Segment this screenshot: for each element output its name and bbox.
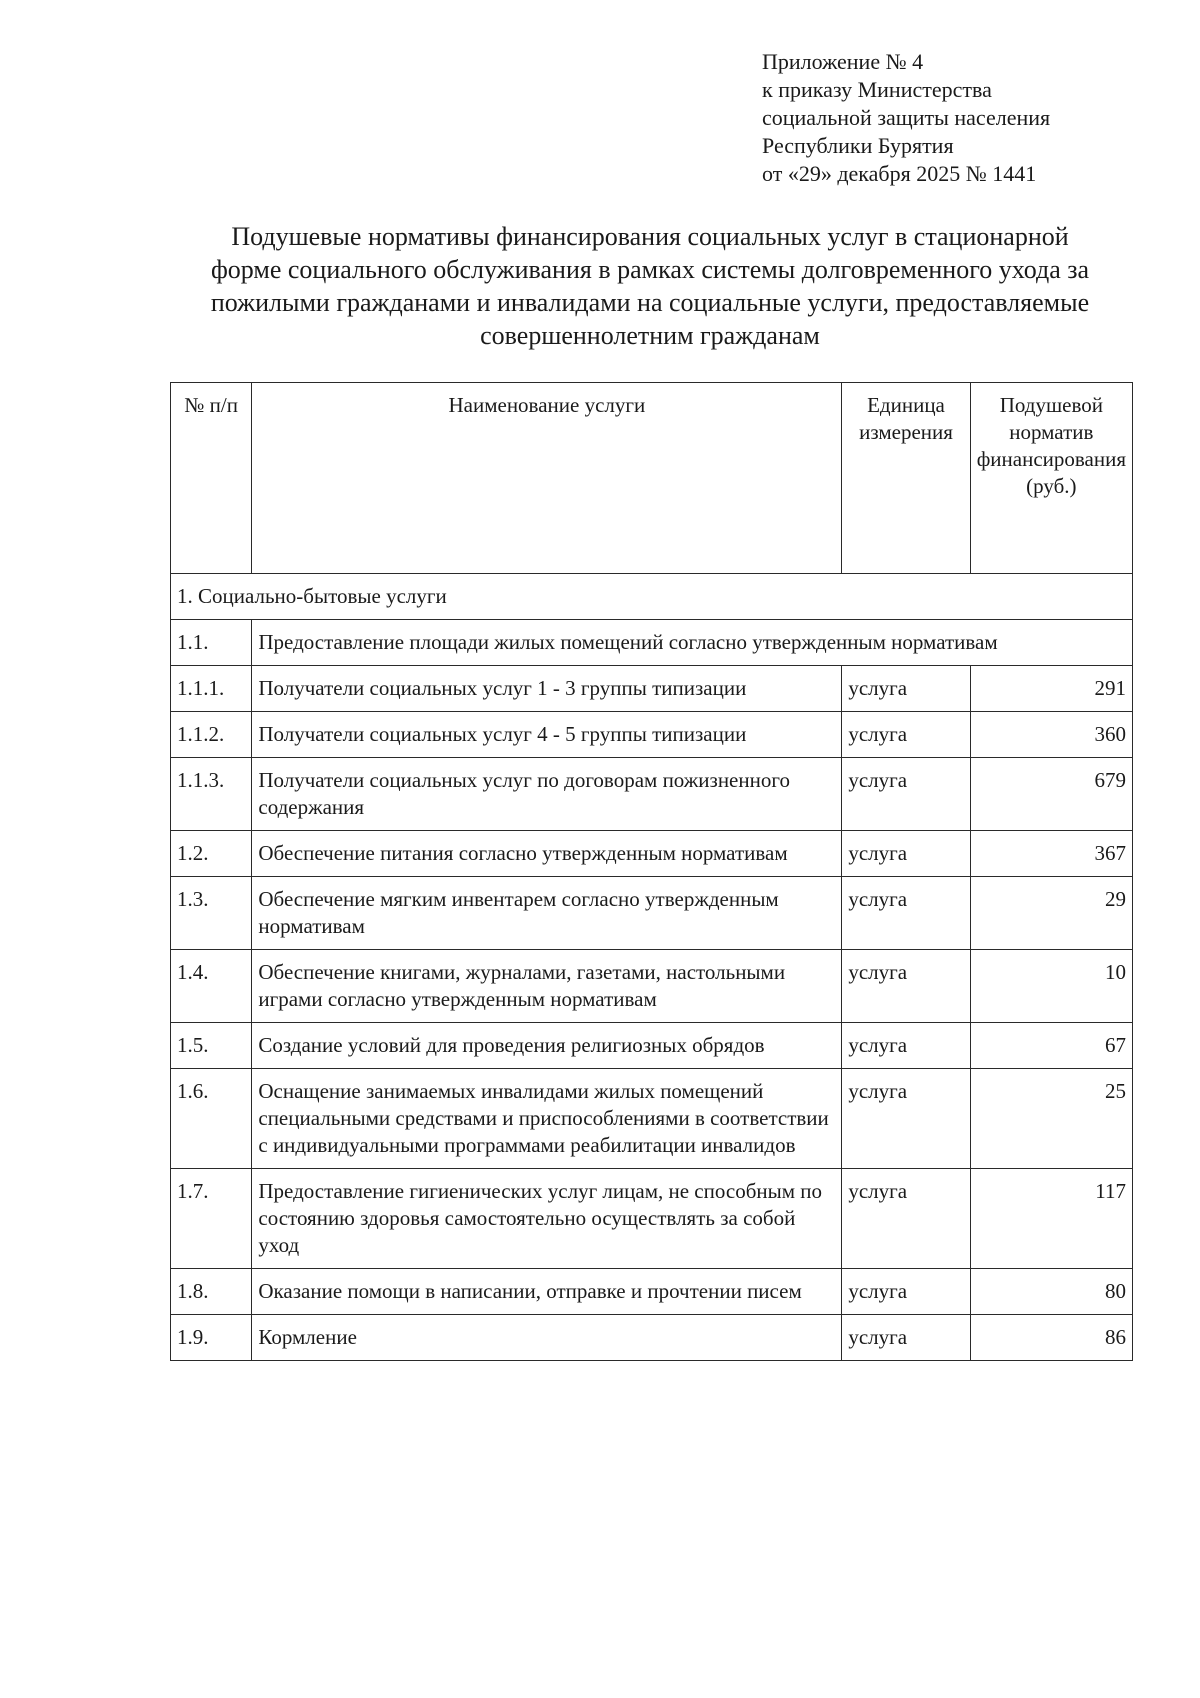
row-value: 679 <box>970 758 1132 831</box>
row-unit: услуга <box>842 1315 970 1361</box>
row-name: Получатели социальных услуг 4 - 5 группы типизации <box>252 712 842 758</box>
norms-table <box>170 382 1133 1361</box>
appendix-line: от «29» декабря 2025 № 1441 <box>762 161 1037 186</box>
title-line: пожилыми гражданами и инвалидами на социальные услуги, предоставляемые <box>210 288 1090 317</box>
table-row <box>171 831 1133 877</box>
row-unit: услуга <box>842 758 970 831</box>
row-num: 1.6. <box>171 1069 252 1169</box>
table-row <box>171 950 1133 1023</box>
row-unit: услуга <box>842 950 970 1023</box>
appendix-line: Приложение № 4 <box>762 49 924 74</box>
table-row <box>171 877 1133 950</box>
row-name: Обеспечение книгами, журналами, газетами, настольными играми согласно утвержденным нормативам <box>252 950 842 1023</box>
row-name: Кормление <box>252 1315 842 1361</box>
table-row <box>171 1315 1133 1361</box>
row-unit: услуга <box>842 712 970 758</box>
row-value: 25 <box>970 1069 1132 1169</box>
subsection-row <box>171 620 1133 666</box>
title-line: Подушевые нормативы финансирования социальных услуг в стационарной <box>231 222 1069 251</box>
row-value: 67 <box>970 1023 1132 1069</box>
subsection-num: 1.1. <box>171 620 252 666</box>
row-unit: услуга <box>842 1023 970 1069</box>
row-name: Получатели социальных услуг по договорам пожизненного содержания <box>252 758 842 831</box>
row-value: 367 <box>970 831 1132 877</box>
table-row <box>171 1023 1133 1069</box>
row-num: 1.4. <box>171 950 252 1023</box>
row-unit: услуга <box>842 831 970 877</box>
section-row <box>171 574 1133 620</box>
row-num: 1.1.1. <box>171 666 252 712</box>
header-unit: Единица измерения <box>842 383 970 574</box>
appendix-line: социальной защиты населения <box>762 105 1051 130</box>
table-row <box>171 712 1133 758</box>
row-name: Предоставление гигиенических услуг лицам, не способным по состоянию здоровья самостоятельно осуществлять за собой уход <box>252 1169 842 1269</box>
header-name: Наименование услуги <box>252 383 842 574</box>
appendix-line: Республики Бурятия <box>762 133 954 158</box>
row-num: 1.2. <box>171 831 252 877</box>
row-value: 80 <box>970 1269 1132 1315</box>
table-row <box>171 666 1133 712</box>
row-value: 29 <box>970 877 1132 950</box>
row-value: 360 <box>970 712 1132 758</box>
row-name: Оказание помощи в написании, отправке и прочтении писем <box>252 1269 842 1315</box>
row-name: Обеспечение питания согласно утвержденным нормативам <box>252 831 842 877</box>
row-num: 1.1.2. <box>171 712 252 758</box>
header-norm: Подушевой норматив финансирования (руб.) <box>970 383 1132 574</box>
row-num: 1.7. <box>171 1169 252 1269</box>
appendix-line: к приказу Министерства <box>762 77 992 102</box>
row-num: 1.5. <box>171 1023 252 1069</box>
row-name: Создание условий для проведения религиозных обрядов <box>252 1023 842 1069</box>
title-line: совершеннолетним гражданам <box>480 321 820 350</box>
subsection-name: Предоставление площади жилых помещений согласно утвержденным нормативам <box>252 620 1133 666</box>
row-num: 1.8. <box>171 1269 252 1315</box>
row-unit: услуга <box>842 877 970 950</box>
table-row <box>171 1169 1133 1269</box>
appendix-block <box>762 48 1050 188</box>
row-name: Обеспечение мягким инвентарем согласно утвержденным нормативам <box>252 877 842 950</box>
row-num: 1.1.3. <box>171 758 252 831</box>
table-row <box>171 758 1133 831</box>
row-unit: услуга <box>842 1169 970 1269</box>
row-num: 1.9. <box>171 1315 252 1361</box>
row-unit: услуга <box>842 1269 970 1315</box>
row-value: 117 <box>970 1169 1132 1269</box>
row-num: 1.3. <box>171 877 252 950</box>
title-line: форме социального обслуживания в рамках системы долговременного ухода за <box>210 255 1090 284</box>
row-value: 86 <box>970 1315 1132 1361</box>
row-value: 291 <box>970 666 1132 712</box>
row-name: Получатели социальных услуг 1 - 3 группы типизации <box>252 666 842 712</box>
table-row <box>171 1269 1133 1315</box>
document-title <box>150 220 1150 352</box>
row-name: Оснащение занимаемых инвалидами жилых помещений специальными средствами и приспособлениями в соответствии с индивидуальными программами реабилитации инвалидов <box>252 1069 842 1169</box>
table-row <box>171 1069 1133 1169</box>
header-num: № п/п <box>171 383 252 574</box>
section-label: 1. Социально-бытовые услуги <box>171 574 1133 620</box>
table-header-row <box>171 383 1133 574</box>
row-unit: услуга <box>842 1069 970 1169</box>
row-unit: услуга <box>842 666 970 712</box>
row-value: 10 <box>970 950 1132 1023</box>
